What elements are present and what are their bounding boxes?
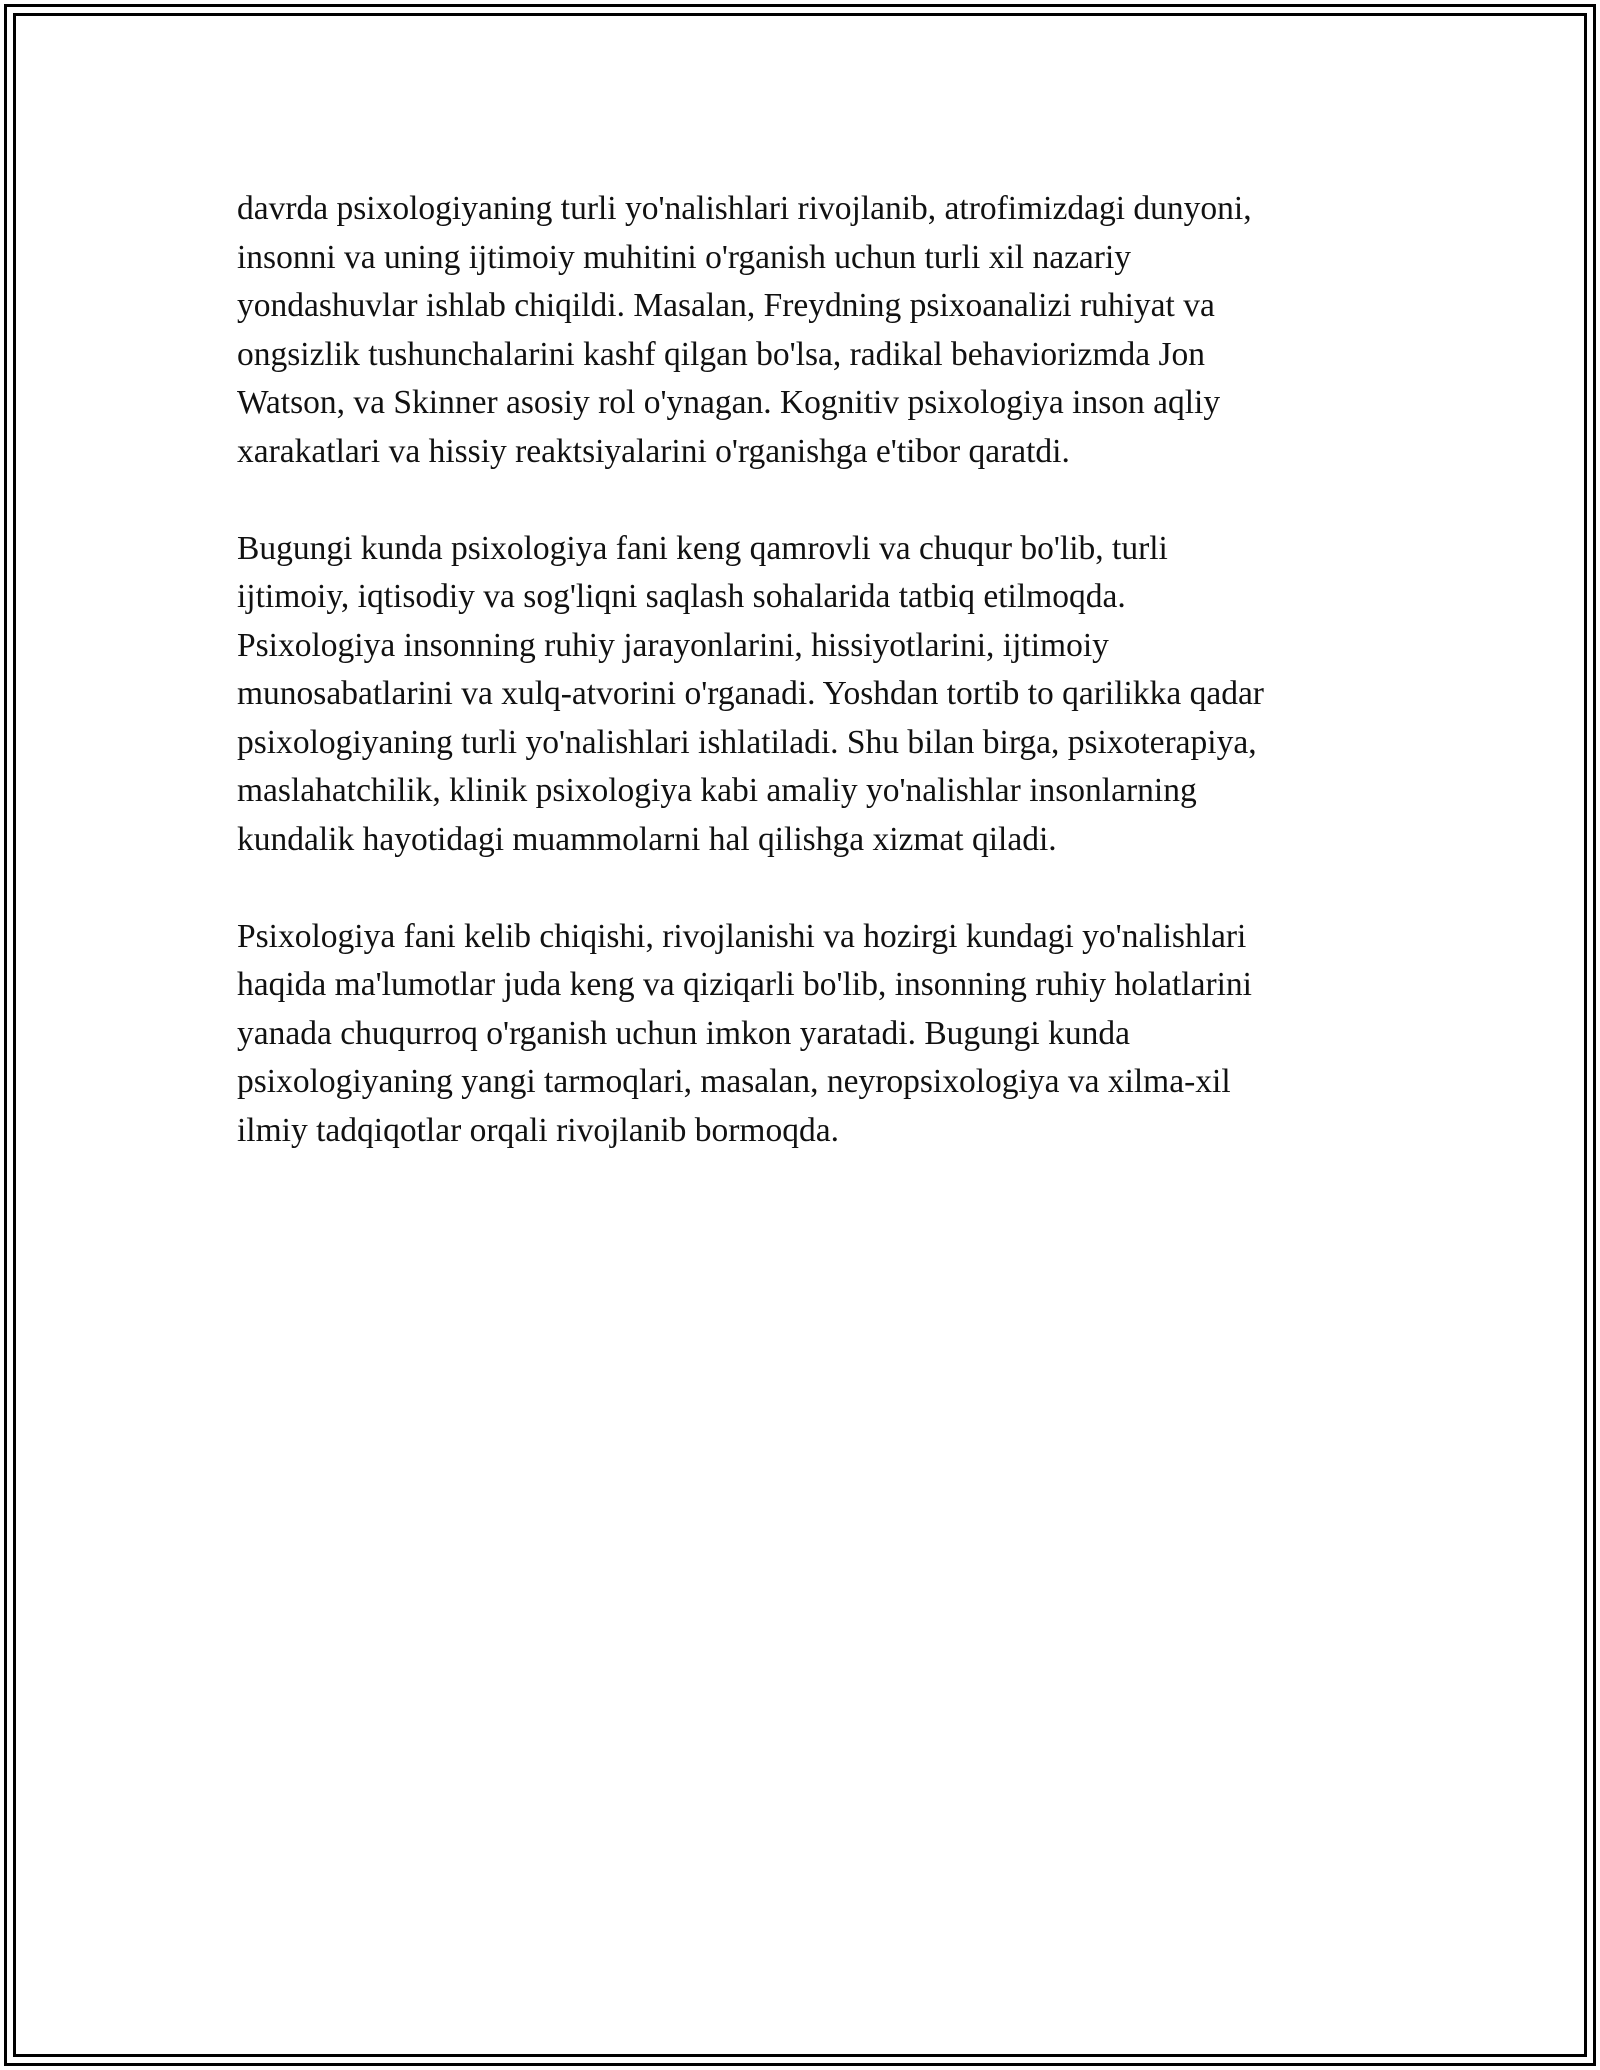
text-line: yanada chuqurroq o'rganish uchun imkon yaratadi. Bugungi kunda bbox=[237, 1014, 1130, 1052]
text-line: psixologiyaning turli yo'nalishlari ishlatiladi. Shu bilan birga, psixoterapiya, bbox=[237, 723, 1257, 761]
text-line: ijtimoiy, iqtisodiy va sog'liqni saqlash sohalarida tatbiq etilmoqda. bbox=[237, 578, 1126, 615]
text-line: davrda psixologiyaning turli yo'nalishlari rivojlanib, atrofimizdagi dunyoni, bbox=[237, 190, 1252, 227]
text-line: ilmiy tadqiqotlar orqali rivojlanib bormoqda. bbox=[237, 1111, 839, 1149]
paragraph-1 bbox=[237, 185, 1417, 476]
text-line: Psixologiya insonning ruhiy jarayonlarini, hissiyotlarini, ijtimoiy bbox=[237, 626, 1109, 664]
text-line: yondashuvlar ishlab chiqildi. Masalan, Freydning psixoanalizi ruhiyat va bbox=[237, 287, 1215, 324]
text-line: Bugungi kunda psixologiya fani keng qamrovli va chuqur bo'lib, turli bbox=[237, 529, 1168, 567]
text-line: maslahatchilik, klinik psixologiya kabi amaliy yo'nalishlar insonlarning bbox=[237, 772, 1197, 809]
page-border bbox=[4, 4, 1596, 2066]
document-body bbox=[237, 185, 1417, 1204]
text-line: psixologiyaning yangi tarmoqlari, masalan, neyropsixologiya va xilma-xil bbox=[237, 1063, 1231, 1100]
text-line: kundalik hayotidagi muammolarni hal qilishga xizmat qiladi. bbox=[237, 820, 1057, 858]
text-line: haqida ma'lumotlar juda keng va qiziqarli bo'lib, insonning ruhiy holatlarini bbox=[237, 966, 1252, 1003]
text-line: Watson, va Skinner asosiy rol o'ynagan. Kognitiv psixologiya inson aqliy bbox=[237, 384, 1221, 421]
text-line: insonni va uning ijtimoiy muhitini o'rganish uchun turli xil nazariy bbox=[237, 238, 1132, 276]
text-line: Psixologiya fani kelib chiqishi, rivojlanishi va hozirgi kundagi yo'nalishlari bbox=[237, 917, 1247, 955]
text-line: ongsizlik tushunchalarini kashf qilgan bo'lsa, radikal behaviorizmda Jon bbox=[237, 335, 1205, 373]
paragraph-2 bbox=[237, 525, 1417, 865]
text-line: xarakatlari va hissiy reaktsiyalarini o'rganishga e'tibor qaratdi. bbox=[237, 432, 1070, 470]
paragraph-3 bbox=[237, 913, 1417, 1156]
text-line: munosabatlarini va xulq-atvorini o'rganadi. Yoshdan tortib to qarilikka qadar bbox=[237, 675, 1264, 712]
